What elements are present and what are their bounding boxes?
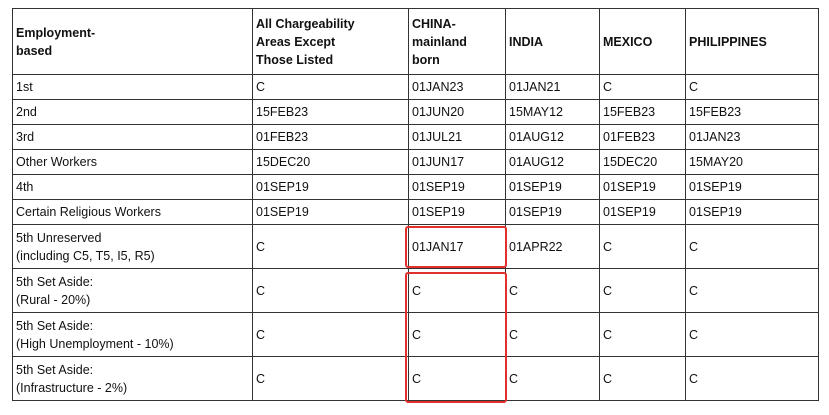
cell-all-chargeability: 15FEB23 — [253, 100, 409, 125]
cell-india: 01SEP19 — [506, 175, 600, 200]
cell-mexico: 01SEP19 — [600, 175, 686, 200]
cell-category: 3rd — [13, 125, 253, 150]
header-mexico: MEXICO — [600, 9, 686, 75]
cell-philippines: 15FEB23 — [686, 100, 819, 125]
cell-india: 01SEP19 — [506, 200, 600, 225]
cell-china: C — [409, 313, 506, 357]
cell-china: 01JAN17 — [409, 225, 506, 269]
cell-all-chargeability: C — [253, 269, 409, 313]
visa-bulletin-table — [12, 8, 819, 401]
header-employment-based: Employment- based — [13, 9, 253, 75]
cell-philippines: 01SEP19 — [686, 200, 819, 225]
cell-mexico: 01FEB23 — [600, 125, 686, 150]
cell-category: 5th Set Aside: (Rural - 20%) — [13, 269, 253, 313]
table-row — [13, 175, 819, 200]
cell-india: 01APR22 — [506, 225, 600, 269]
cell-category: 5th Set Aside: (High Unemployment - 10%) — [13, 313, 253, 357]
table-row — [13, 75, 819, 100]
cell-all-chargeability: 15DEC20 — [253, 150, 409, 175]
cell-philippines: C — [686, 269, 819, 313]
cell-category: 5th Unreserved (including C5, T5, I5, R5) — [13, 225, 253, 269]
cell-mexico: C — [600, 75, 686, 100]
cell-china: 01SEP19 — [409, 175, 506, 200]
cell-india: 15MAY12 — [506, 100, 600, 125]
cell-mexico: C — [600, 313, 686, 357]
table-row — [13, 100, 819, 125]
table-header-row — [13, 9, 819, 75]
cell-category: Other Workers — [13, 150, 253, 175]
table-row — [13, 313, 819, 357]
cell-india: 01AUG12 — [506, 150, 600, 175]
cell-mexico: C — [600, 269, 686, 313]
cell-india: 01JAN21 — [506, 75, 600, 100]
header-india: INDIA — [506, 9, 600, 75]
cell-china: 01SEP19 — [409, 200, 506, 225]
header-all-chargeability: All Chargeability Areas Except Those Listed — [253, 9, 409, 75]
table-row — [13, 150, 819, 175]
table-row — [13, 125, 819, 150]
cell-mexico: 15DEC20 — [600, 150, 686, 175]
cell-china: C — [409, 357, 506, 401]
cell-mexico: 15FEB23 — [600, 100, 686, 125]
cell-all-chargeability: 01FEB23 — [253, 125, 409, 150]
cell-philippines: 01SEP19 — [686, 175, 819, 200]
cell-all-chargeability: C — [253, 313, 409, 357]
cell-philippines: 01JAN23 — [686, 125, 819, 150]
cell-india: 01AUG12 — [506, 125, 600, 150]
cell-mexico: C — [600, 225, 686, 269]
cell-india: C — [506, 269, 600, 313]
table-row — [13, 269, 819, 313]
cell-mexico: 01SEP19 — [600, 200, 686, 225]
cell-china: 01JUN17 — [409, 150, 506, 175]
cell-china: C — [409, 269, 506, 313]
cell-china: 01JUL21 — [409, 125, 506, 150]
cell-all-chargeability: 01SEP19 — [253, 175, 409, 200]
cell-category: 2nd — [13, 100, 253, 125]
header-philippines: PHILIPPINES — [686, 9, 819, 75]
table-body — [13, 75, 819, 401]
table-row — [13, 225, 819, 269]
cell-mexico: C — [600, 357, 686, 401]
cell-china: 01JUN20 — [409, 100, 506, 125]
table-row — [13, 200, 819, 225]
table-row — [13, 357, 819, 401]
cell-all-chargeability: 01SEP19 — [253, 200, 409, 225]
cell-all-chargeability: C — [253, 225, 409, 269]
cell-category: Certain Religious Workers — [13, 200, 253, 225]
cell-china: 01JAN23 — [409, 75, 506, 100]
cell-all-chargeability: C — [253, 357, 409, 401]
cell-category: 5th Set Aside: (Infrastructure - 2%) — [13, 357, 253, 401]
cell-category: 4th — [13, 175, 253, 200]
header-china: CHINA- mainland born — [409, 9, 506, 75]
cell-all-chargeability: C — [253, 75, 409, 100]
cell-india: C — [506, 313, 600, 357]
cell-philippines: C — [686, 313, 819, 357]
cell-philippines: C — [686, 75, 819, 100]
cell-category: 1st — [13, 75, 253, 100]
cell-philippines: C — [686, 357, 819, 401]
cell-philippines: 15MAY20 — [686, 150, 819, 175]
cell-philippines: C — [686, 225, 819, 269]
cell-india: C — [506, 357, 600, 401]
